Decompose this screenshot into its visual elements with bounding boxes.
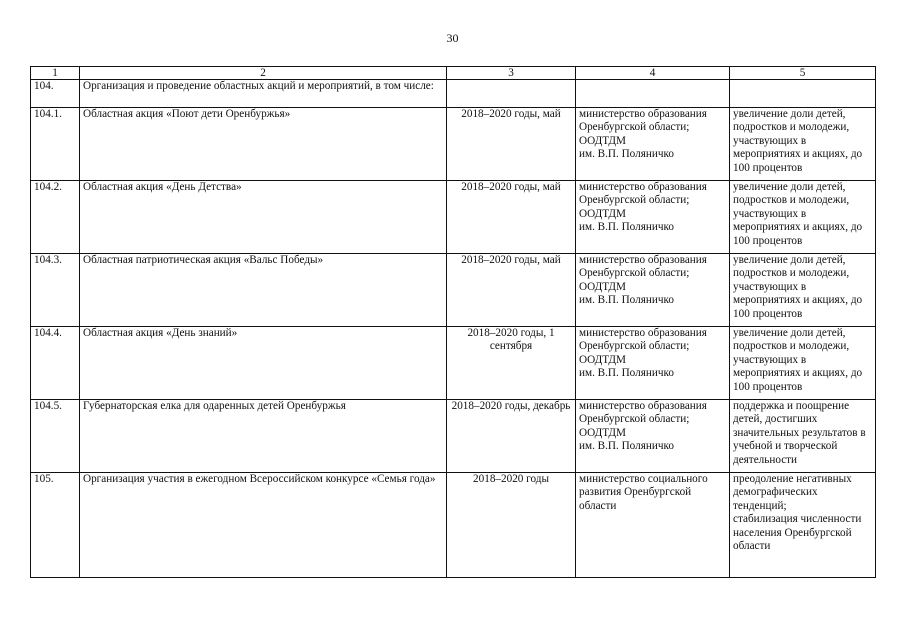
table-row xyxy=(31,181,876,254)
activity-dates: 2018–2020 годы, май xyxy=(447,181,576,254)
activity-name: Областная акция «День Детства» xyxy=(80,181,447,254)
row-number: 104.1. xyxy=(31,108,80,181)
table-row xyxy=(31,80,876,108)
responsible-party: министерство образования Оренбургской области; ООДТДМ им. В.П. Поляничко xyxy=(576,254,730,327)
expected-result: увеличение доли детей, подростков и молодежи, участвующих в мероприятиях и акциях, до 100 процентов xyxy=(730,254,876,327)
row-number: 104.2. xyxy=(31,181,80,254)
table-row xyxy=(31,108,876,181)
activity-dates: 2018–2020 годы xyxy=(447,473,576,578)
table-body xyxy=(31,80,876,578)
row-number: 104.5. xyxy=(31,400,80,473)
expected-result: увеличение доли детей, подростков и молодежи, участвующих в мероприятиях и акциях, до 100 процентов xyxy=(730,108,876,181)
responsible-party: министерство образования Оренбургской области; ООДТДМ им. В.П. Поляничко xyxy=(576,108,730,181)
responsible-party: министерство образования Оренбургской области; ООДТДМ им. В.П. Поляничко xyxy=(576,327,730,400)
table-row xyxy=(31,254,876,327)
row-number: 105. xyxy=(31,473,80,578)
header-col-2: 2 xyxy=(80,67,447,80)
table-row xyxy=(31,327,876,400)
header-col-5: 5 xyxy=(730,67,876,80)
activity-name: Областная акция «Поют дети Оренбуржья» xyxy=(80,108,447,181)
expected-result: поддержка и поощрение детей, достигших значительных результатов в учебной и творческой деятельности xyxy=(730,400,876,473)
row-number: 104.3. xyxy=(31,254,80,327)
responsible-party: министерство образования Оренбургской области; ООДТДМ им. В.П. Поляничко xyxy=(576,400,730,473)
responsible-party xyxy=(576,80,730,108)
table-row xyxy=(31,473,876,578)
row-number: 104.4. xyxy=(31,327,80,400)
expected-result xyxy=(730,80,876,108)
activity-name: Областная патриотическая акция «Вальс Победы» xyxy=(80,254,447,327)
table-header xyxy=(31,67,876,80)
activity-dates: 2018–2020 годы, 1 сентября xyxy=(447,327,576,400)
activity-name: Губернаторская елка для одаренных детей Оренбуржья xyxy=(80,400,447,473)
activity-dates xyxy=(447,80,576,108)
expected-result: преодоление негативных демографических тенденций; стабилизация численности населения Оренбургской области xyxy=(730,473,876,578)
responsible-party: министерство социального развития Оренбургской области xyxy=(576,473,730,578)
table-row xyxy=(31,400,876,473)
activity-name: Организация и проведение областных акций и мероприятий, в том числе: xyxy=(80,80,447,108)
activity-name: Организация участия в ежегодном Всероссийском конкурсе «Семья года» xyxy=(80,473,447,578)
row-number: 104. xyxy=(31,80,80,108)
activity-dates: 2018–2020 годы, май xyxy=(447,254,576,327)
expected-result: увеличение доли детей, подростков и молодежи, участвующих в мероприятиях и акциях, до 100 процентов xyxy=(730,327,876,400)
expected-result: увеличение доли детей, подростков и молодежи, участвующих в мероприятиях и акциях, до 100 процентов xyxy=(730,181,876,254)
activity-dates: 2018–2020 годы, декабрь xyxy=(447,400,576,473)
header-row xyxy=(31,67,876,80)
responsible-party: министерство образования Оренбургской области; ООДТДМ им. В.П. Поляничко xyxy=(576,181,730,254)
header-col-1: 1 xyxy=(31,67,80,80)
header-col-3: 3 xyxy=(447,67,576,80)
activity-dates: 2018–2020 годы, май xyxy=(447,108,576,181)
activity-name: Областная акция «День знаний» xyxy=(80,327,447,400)
header-col-4: 4 xyxy=(576,67,730,80)
page-number: 30 xyxy=(446,31,459,45)
activities-table xyxy=(30,66,876,578)
